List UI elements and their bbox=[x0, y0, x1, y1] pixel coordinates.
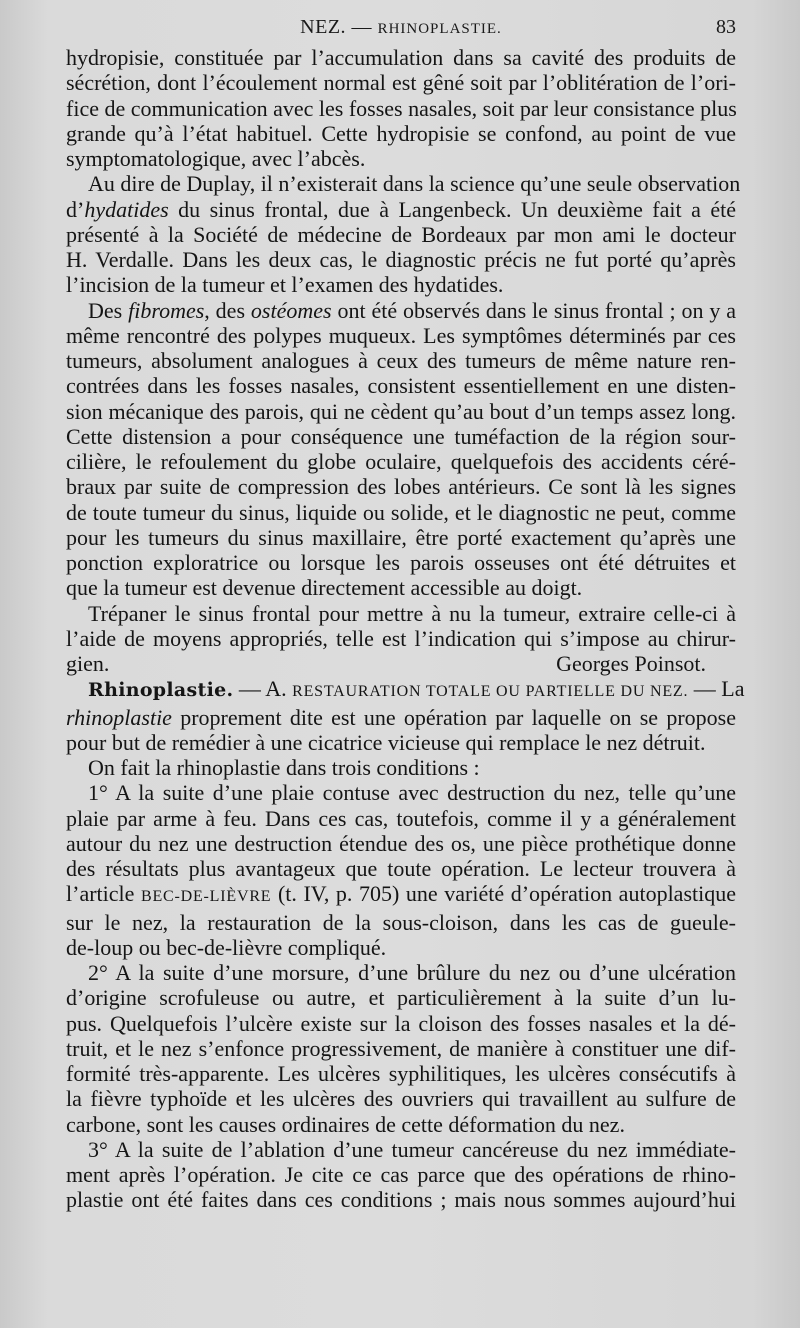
paragraph-condition-1 bbox=[66, 780, 736, 960]
body-text bbox=[66, 45, 745, 1213]
text-line bbox=[66, 705, 736, 730]
text-fragment: — A. bbox=[233, 676, 293, 702]
text-fragment: d’ bbox=[66, 196, 85, 222]
text-line: Trépaner le sinus frontal pour mettre à nu la tumeur, extraire celle-ci à bbox=[88, 600, 736, 626]
text-fragment: du sinus frontal, due à Langenbeck. Un deuxième fait a été bbox=[168, 196, 736, 222]
text-line: l’incision de la tumeur et l’examen des hydatides. bbox=[66, 272, 504, 298]
italic-term: fibromes bbox=[128, 297, 205, 323]
text-line: fice de communication avec les fosses nasales, soit par leur consistance plus bbox=[66, 95, 737, 121]
text-fragment: — La bbox=[688, 676, 745, 702]
text-fragment: (t. IV, p. 705) une variété d’opération autoplastique bbox=[271, 881, 736, 907]
text-line bbox=[66, 298, 736, 323]
text-line: On fait la rhinoplastie dans trois conditions : bbox=[88, 755, 480, 780]
text-line: truit, et le nez s’enfonce progressivement, de manière à constituer une dif- bbox=[66, 1035, 736, 1061]
paragraph-condition-3 bbox=[66, 1137, 736, 1213]
text-line: gien. bbox=[66, 651, 110, 676]
running-head-title: RHINOPLASTIE. bbox=[377, 21, 502, 37]
text-line: d’origine scrofuleuse ou autre, et particulièrement à la suite d’un lu- bbox=[66, 985, 736, 1011]
italic-term: rhinoplastie bbox=[66, 704, 172, 730]
text-line: ment après l’opération. Je cite ce cas parce que des opérations de rhino- bbox=[66, 1162, 736, 1187]
text-fragment: proprement dite est une opération par laquelle on se propose bbox=[171, 704, 736, 730]
text-line: braux par suite de compression des lobes antérieurs. Ce sont là les signes bbox=[66, 474, 736, 500]
page-number: 83 bbox=[716, 16, 736, 38]
paragraph-condition-2 bbox=[66, 960, 736, 1137]
text-line bbox=[66, 881, 736, 909]
running-head bbox=[66, 16, 736, 39]
text-line: tumeurs, absolument analogues à ceux des tumeurs de même nature ren- bbox=[66, 348, 736, 373]
section-rhinoplastie bbox=[66, 676, 745, 780]
text-line: Au dire de Duplay, il n’existerait dans la science qu’une seule observation bbox=[88, 171, 741, 197]
italic-term: ostéomes bbox=[250, 297, 332, 323]
text-line: 1° A la suite d’une plaie contuse avec destruction du nez, telle qu’une bbox=[88, 780, 736, 806]
text-line: plaie par arme à feu. Dans ces cas, toutefois, comme il y a généralement bbox=[66, 805, 736, 831]
text-line: la fièvre typhoïde et les ulcères des ouvriers qui travaillent au sulfure de bbox=[66, 1086, 736, 1112]
text-line: symptomatologique, avec l’abcès. bbox=[66, 146, 366, 171]
text-line: l’aide de moyens appropriés, telle est l’indication qui s’impose au chirur- bbox=[66, 625, 736, 651]
text-line bbox=[66, 197, 736, 222]
author-signature: Georges Poinsot. bbox=[556, 651, 706, 676]
text-line: de-loup ou bec-de-lièvre compliqué. bbox=[66, 934, 387, 960]
text-line: formité très-apparente. Les ulcères syphilitiques, les ulcères consécutifs à bbox=[66, 1061, 736, 1086]
text-line: carbone, sont les causes ordinaires de cette déformation du nez. bbox=[66, 1111, 625, 1137]
text-line: sur le nez, la restauration de la sous-cloison, dans les cas de gueule- bbox=[66, 909, 736, 935]
text-line: H. Verdalle. Dans les deux cas, le diagnostic précis ne fut porté qu’après bbox=[66, 247, 736, 272]
text-line: autour du nez une destruction étendue des os, une pièce prothétique donne bbox=[66, 830, 736, 856]
text-fragment: l’article bbox=[66, 881, 141, 907]
text-line: des résultats plus avantageux que toute opération. Le lecteur trouvera à bbox=[66, 856, 736, 881]
text-line: Cette distension a pour conséquence une tuméfaction de la région sour- bbox=[66, 423, 736, 449]
signature-line bbox=[66, 651, 736, 676]
text-fragment: , des bbox=[204, 297, 251, 323]
paragraph-trepaner bbox=[66, 601, 736, 677]
text-line: cilière, le refoulement du globe oculaire, quelquefois des accidents céré- bbox=[66, 449, 736, 474]
text-line: sécrétion, dont l’écoulement normal est gêné soit par l’oblitération de l’ori- bbox=[66, 70, 736, 96]
text-line: grande qu’à l’état habituel. Cette hydropisie se confond, au point de vue bbox=[66, 120, 736, 146]
text-line: ponction exploratrice ou lorsque les parois osseuses ont été détruites et bbox=[66, 550, 736, 575]
text-line: 2° A la suite d’une morsure, d’une brûlure du nez ou d’une ulcération bbox=[88, 960, 736, 985]
text-line: de toute tumeur du sinus, liquide ou solide, et le diagnostic ne peut, comme bbox=[66, 499, 736, 525]
text-line: contrées dans les fosses nasales, consistent essentiellement en une disten- bbox=[66, 373, 736, 399]
text-line: présenté à la Société de médecine de Bordeaux par mon ami le docteur bbox=[66, 221, 736, 247]
text-fragment: Des bbox=[88, 297, 129, 323]
section-heading: Rhinoplastie. bbox=[88, 679, 234, 702]
text-line: pour but de remédier à une cicatrice vicieuse qui remplace le nez détruit. bbox=[66, 729, 706, 755]
running-head-prefix: NEZ. — bbox=[300, 16, 373, 38]
paragraph-hydatides bbox=[66, 171, 741, 298]
text-line: même rencontré des polypes muqueux. Les symptômes déterminés par ces bbox=[66, 322, 736, 348]
text-line: 3° A la suite de l’ablation d’une tumeur cancéreuse du nez immédiate- bbox=[88, 1136, 736, 1162]
text-line: pour les tumeurs du sinus maxillaire, être porté exactement qu’après une bbox=[66, 524, 736, 550]
text-line: hydropisie, constituée par l’accumulation dans sa cavité des produits de bbox=[66, 45, 736, 70]
paragraph-hydropisie bbox=[66, 45, 736, 171]
text-line: sion mécanique des parois, qui ne cèdent qu’au bout d’un temps assez long. bbox=[66, 398, 736, 424]
text-line bbox=[66, 676, 745, 704]
italic-term: hydatides bbox=[84, 196, 169, 222]
text-fragment: ont été observés dans le sinus frontal ; on y a bbox=[331, 297, 736, 323]
running-header bbox=[66, 12, 736, 42]
cross-reference: BEC-DE-LIÈVRE bbox=[140, 888, 272, 906]
section-subheading: RESTAURATION TOTALE OU PARTIELLE DU NEZ. bbox=[292, 683, 689, 701]
text-line: pus. Quelquefois l’ulcère existe sur la cloison des fosses nasales et la dé- bbox=[66, 1010, 736, 1036]
paragraph-fibromes bbox=[66, 298, 736, 601]
text-line: que la tumeur est devenue directement accessible au doigt. bbox=[66, 575, 583, 601]
text-line: plastie ont été faites dans ces conditions ; mais nous sommes aujourd’hui bbox=[66, 1187, 736, 1213]
